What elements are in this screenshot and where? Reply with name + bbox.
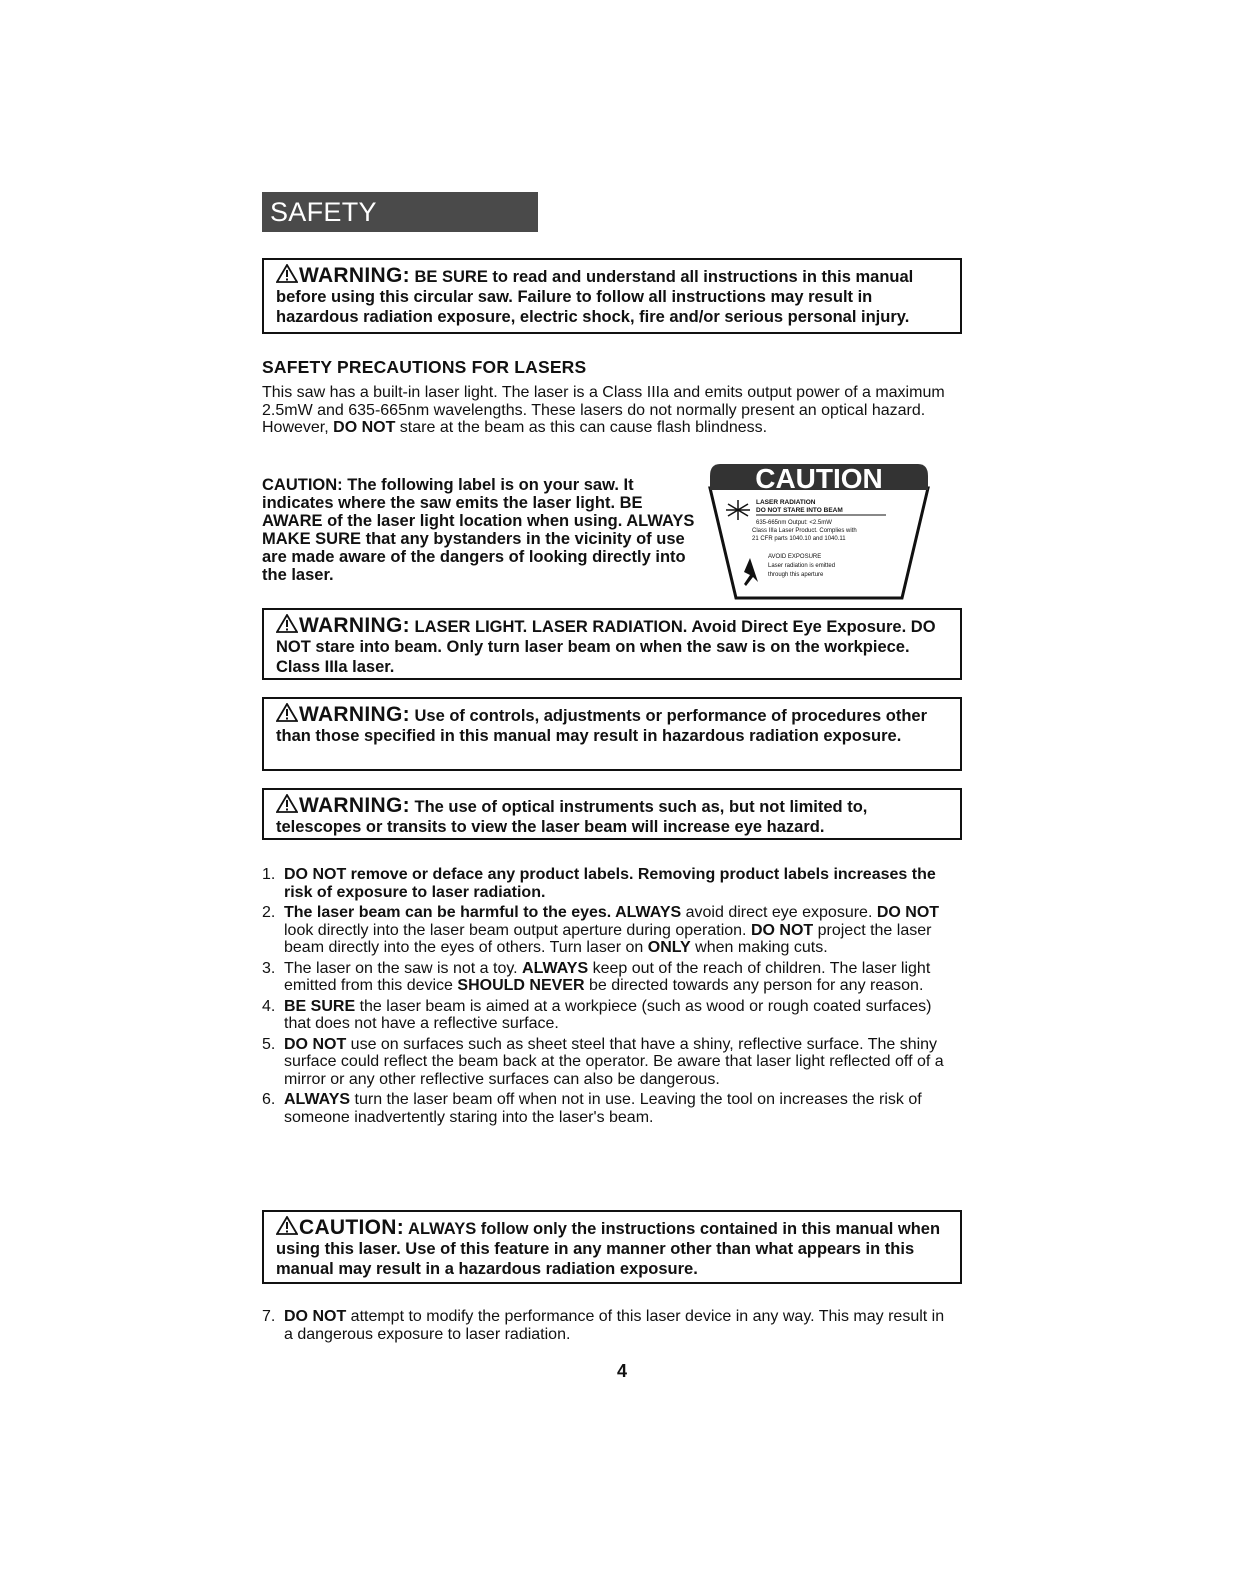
laser-intro-paragraph <box>262 384 952 437</box>
laser-intro-text-1: This saw has a built-in laser light. The laser is a Class IIIa and emits output power of a maximum 2.5mW and 635-665nm wavelengths. These lasers do not normally present an optical hazard. However, <box>262 384 945 436</box>
warning-text: to read and understand all instructions in this manual before using this circular saw. Failure to follow all instructions may result in hazardous radiation exposure, electric shock, fire and/or serious personal injury. <box>276 268 914 326</box>
laser-precautions-heading: SAFETY PRECAUTIONS FOR LASERS <box>262 357 587 377</box>
warning-lead: BE SURE <box>414 268 488 286</box>
warning-box-2 <box>262 608 962 680</box>
list-item-2: 2. The laser beam can be harmful to the eyes. ALWAYS avoid direct eye exposure. DO NOT look directly into the laser beam output aperture during operation. DO NOT project the laser beam directly into the eyes of others. Turn laser on ONLY when making cuts. <box>262 904 940 956</box>
list-item-7-wrap <box>262 1308 952 1346</box>
list-item-3: 3. The laser on the saw is not a toy. ALWAYS keep out of the reach of children. The laser light emitted from this device SHOULD NEVER be directed towards any person for any reason. <box>262 959 931 994</box>
warning-text: Use of controls, adjustments or performance of procedures other than those specified in this manual may result in hazardous radiation exposure. <box>276 707 927 745</box>
warning-triangle-icon <box>276 794 298 813</box>
list-item-6: 6. ALWAYS turn the laser beam off when not in use. Leaving the tool on increases the risk of someone inadvertently staring into the laser's beam. <box>262 1091 922 1126</box>
label-line-2: DO NOT STARE INTO BEAM <box>756 507 843 514</box>
warning-box-3 <box>262 697 962 771</box>
warning-triangle-icon <box>276 264 298 283</box>
list-item-5: 5. DO NOT use on surfaces such as sheet steel that have a shiny, reflective surface. The shiny surface could reflect the beam back at the operator. Be aware that laser light reflected off of a mirror or any other reflective surfaces can also be dangerous. <box>262 1035 944 1088</box>
warning-box-1 <box>262 258 962 334</box>
warning-triangle-icon <box>276 1216 298 1235</box>
laser-intro-bold: DO NOT <box>333 419 396 436</box>
caution-caption: CAUTION: The following label is on your saw. It indicates where the saw emits the laser light. BE AWARE of the laser light location when using. ALWAYS MAKE SURE that any bystanders in the vicinity of use are made aware of the dangers of looking directly into the laser. <box>262 476 695 584</box>
warning-triangle-icon <box>276 614 298 633</box>
list-item-4: 4. BE SURE the laser beam is aimed at a workpiece (such as wood or rough coated surfaces) that does not have a reflective surface. <box>262 997 932 1032</box>
label-line-1: LASER RADIATION <box>756 499 816 506</box>
caution-text: ALWAYS follow only the instructions contained in this manual when using this laser. Use of this feature in any manner other than what appears in this manual may result in a hazardous radiation exposure. <box>276 1220 941 1278</box>
warning-triangle-icon <box>276 703 298 722</box>
label-line-6: AVOID EXPOSURE <box>768 554 822 560</box>
label-line-3: 635-665nm Output: <2.5mW <box>756 520 832 526</box>
warning-text: The use of optical instruments such as, but not limited to, telescopes or transits to view the laser beam will increase eye hazard. <box>276 798 868 836</box>
page-number: 4 <box>616 1361 627 1381</box>
warning-text: LASER LIGHT. LASER RADIATION. Avoid Direct Eye Exposure. DO NOT stare into beam. Only turn laser beam on when the saw is on the workpiece. Class IIIa laser. <box>276 618 936 676</box>
section-title: SAFETY INSTRUCTIONS <box>270 197 477 267</box>
laser-intro-text-2: stare at the beam as this can cause flash blindness. <box>395 419 768 436</box>
list-item-7: 7. DO NOT attempt to modify the performance of this laser device in any way. This may result in a dangerous exposure to laser radiation. <box>262 1308 945 1343</box>
section-title-banner <box>262 192 538 267</box>
label-line-5: 21 CFR parts 1040.10 and 1040.11 <box>752 536 846 542</box>
warning-label: WARNING: <box>299 614 410 637</box>
label-title: CAUTION <box>755 463 883 494</box>
warning-label: WARNING: <box>299 703 410 726</box>
warning-label: WARNING: <box>299 264 410 287</box>
list-item-1: 1. DO NOT remove or deface any product labels. Removing product labels increases the risk of exposure to laser radiation. <box>262 866 936 901</box>
warning-box-4 <box>262 788 962 840</box>
laser-caution-label <box>706 458 932 606</box>
label-line-8: through this aperture <box>768 572 824 578</box>
label-line-4: Class IIIa Laser Product. Complies with <box>752 528 857 534</box>
caution-label: CAUTION: <box>299 1216 405 1239</box>
laser-safety-list <box>262 866 952 1129</box>
caution-box <box>262 1210 962 1284</box>
label-line-7: Laser radiation is emitted <box>768 563 836 569</box>
warning-label: WARNING: <box>299 794 410 817</box>
